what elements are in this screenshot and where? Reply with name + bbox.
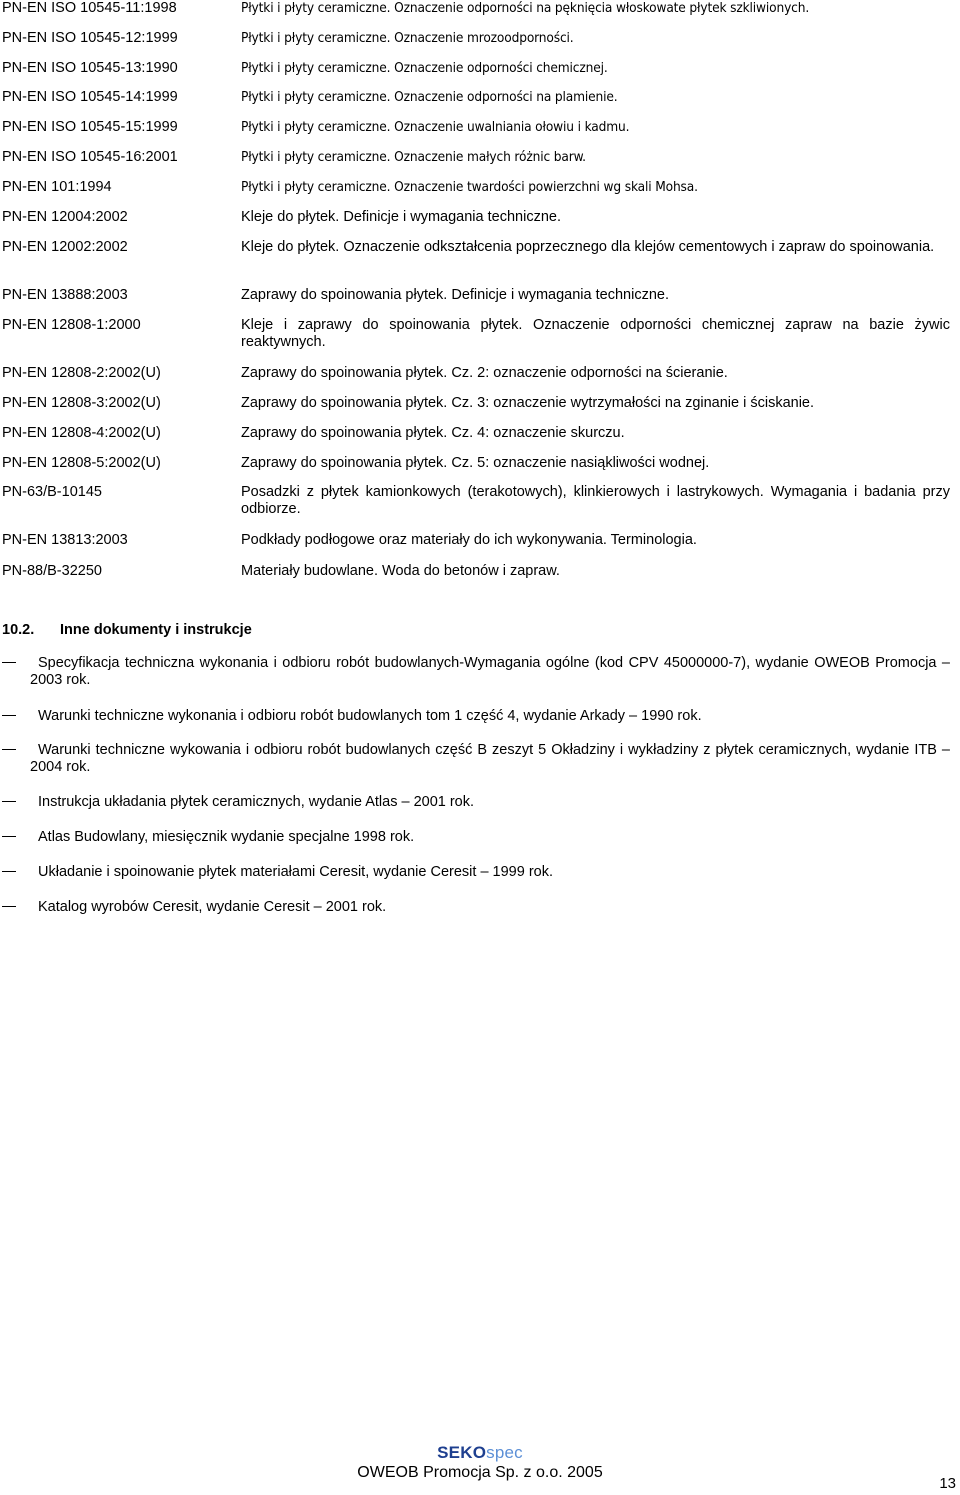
standard-description: Kleje do płytek. Oznaczenie odkształcenia poprzecznego dla klejów cementowych i zapraw do spoinowania. (241, 239, 935, 255)
standard-description: Posadzki z płytek kamionkowych (terakotowych), klinkierowych i lastrykowych. Wymagania i badania przy odbiorze. (241, 484, 950, 517)
dash-bullet-icon (2, 749, 16, 750)
standard-description: Zaprawy do spoinowania płytek. Cz. 2: oznaczenie odporności na ścieranie. (241, 365, 728, 381)
standard-code: PN-EN 12002:2002 (2, 239, 128, 255)
standard-code: PN-EN 12808-4:2002(U) (2, 425, 161, 441)
standard-description: Zaprawy do spoinowania płytek. Definicje i wymagania techniczne. (241, 287, 669, 303)
standard-description: Zaprawy do spoinowania płytek. Cz. 4: oznaczenie skurczu. (241, 425, 625, 441)
document-reference: Specyfikacja techniczna wykonania i odbioru robót budowlanych-Wymagania ogólne (kod CPV 45000000-7), wydanie OWEOB Promocja – 2003 rok. (30, 655, 950, 688)
document-reference: Atlas Budowlany, miesięcznik wydanie specjalne 1998 rok. (38, 829, 415, 845)
footer-brand-logo (0, 1443, 960, 1463)
document-reference: Instrukcja układania płytek ceramicznych, wydanie Atlas – 2001 rok. (38, 794, 475, 810)
page-number: 13 (939, 1475, 956, 1492)
dash-bullet-icon (2, 871, 16, 872)
document-reference: Warunki techniczne wykowania i odbioru robót budowlanych część B zeszyt 5 Okładziny i wykładziny z płytek ceramicznych, wydanie ITB – 2004 rok. (30, 742, 950, 775)
standard-description: Zaprawy do spoinowania płytek. Cz. 3: oznaczenie wytrzymałości na zginanie i ściskanie. (241, 395, 815, 411)
section-heading (2, 622, 252, 638)
standard-code: PN-EN 12808-1:2000 (2, 317, 141, 333)
standard-description: Płytki i płyty ceramiczne. Oznaczenie uwalniania ołowiu i kadmu. (241, 119, 630, 135)
standard-code: PN-EN 12808-5:2002(U) (2, 455, 161, 471)
footer-company: OWEOB Promocja Sp. z o.o. 2005 (357, 1464, 603, 1481)
standard-code: PN-EN 13813:2003 (2, 532, 128, 548)
standard-code: PN-EN ISO 10545-16:2001 (2, 149, 178, 165)
standard-code: PN-EN ISO 10545-14:1999 (2, 89, 178, 105)
standard-description: Podkłady podłogowe oraz materiały do ich wykonywania. Terminologia. (241, 532, 697, 548)
dash-bullet-icon (2, 801, 16, 802)
standard-code: PN-EN ISO 10545-12:1999 (2, 30, 178, 46)
document-reference: Warunki techniczne wykonania i odbioru robót budowlanych tom 1 część 4, wydanie Arkady – 1990 rok. (38, 708, 702, 724)
standard-description: Kleje do płytek. Definicje i wymagania techniczne. (241, 209, 561, 225)
standard-description: Zaprawy do spoinowania płytek. Cz. 5: oznaczenie nasiąkliwości wodnej. (241, 455, 710, 471)
standard-description: Materiały budowlane. Woda do betonów i zapraw. (241, 563, 560, 579)
standard-description: Płytki i płyty ceramiczne. Oznaczenie odporności na plamienie. (241, 89, 618, 105)
standard-code: PN-EN ISO 10545-11:1998 (2, 0, 177, 16)
standard-code: PN-EN 12808-2:2002(U) (2, 365, 161, 381)
standard-description: Płytki i płyty ceramiczne. Oznaczenie twardości powierzchni wg skali Mohsa. (241, 179, 698, 195)
standard-description: Płytki i płyty ceramiczne. Oznaczenie małych różnic barw. (241, 149, 586, 165)
standard-code: PN-EN ISO 10545-13:1990 (2, 60, 178, 76)
standard-code: PN-EN ISO 10545-15:1999 (2, 119, 178, 135)
dash-bullet-icon (2, 662, 16, 663)
standard-description: Płytki i płyty ceramiczne. Oznaczenie odporności chemicznej. (241, 60, 608, 76)
standard-description: Płytki i płyty ceramiczne. Oznaczenie mrozoodporności. (241, 30, 574, 46)
section-title: Inne dokumenty i instrukcje (60, 622, 252, 638)
standard-description: Płytki i płyty ceramiczne. Oznaczenie odporności na pęknięcia włoskowate płytek szkliwionych. (241, 0, 810, 16)
standard-code: PN-88/B-32250 (2, 563, 102, 579)
dash-bullet-icon (2, 836, 16, 837)
standard-code: PN-EN 12808-3:2002(U) (2, 395, 161, 411)
standard-code: PN-EN 12004:2002 (2, 209, 128, 225)
brand-name-part2: spec (486, 1443, 523, 1462)
standard-code: PN-EN 101:1994 (2, 179, 112, 195)
standard-code: PN-63/B-10145 (2, 484, 102, 500)
document-reference: Katalog wyrobów Ceresit, wydanie Ceresit – 2001 rok. (38, 899, 387, 915)
standard-description: Kleje i zaprawy do spoinowania płytek. Oznaczenie odporności chemicznej zapraw na bazie żywic reaktywnych. (241, 317, 950, 350)
dash-bullet-icon (2, 715, 16, 716)
dash-bullet-icon (2, 906, 16, 907)
brand-name-part1: SEKO (437, 1443, 487, 1462)
section-number: 10.2. (2, 622, 35, 638)
document-reference: Układanie i spoinowanie płytek materiałami Ceresit, wydanie Ceresit – 1999 rok. (38, 864, 553, 880)
standard-code: PN-EN 13888:2003 (2, 287, 128, 303)
